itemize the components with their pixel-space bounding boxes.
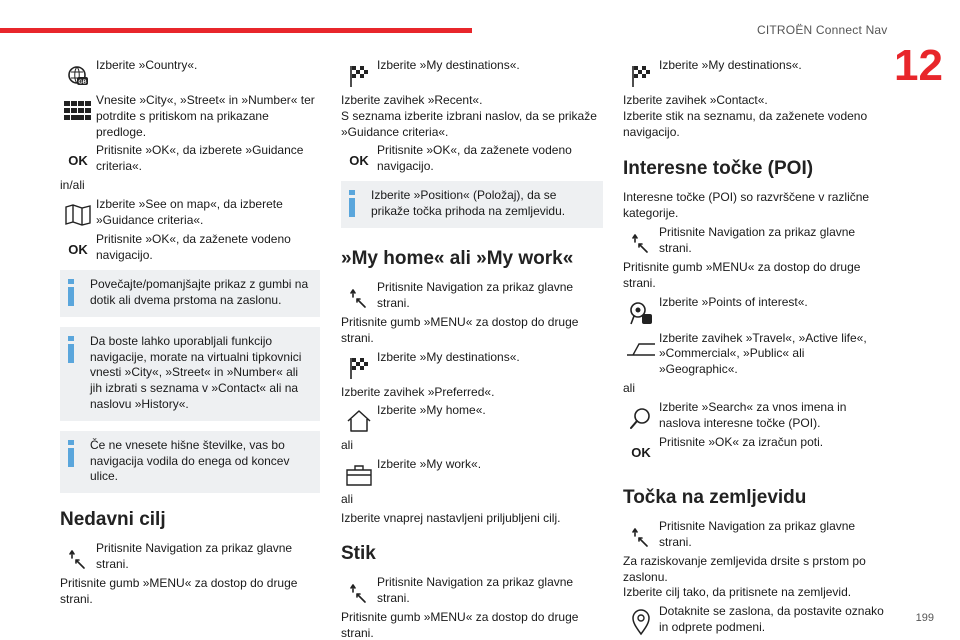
step-my-home	[341, 403, 603, 435]
recent-tab-text: Izberite zavihek »Recent«.	[341, 93, 483, 107]
search-icon	[623, 404, 659, 432]
info-note-position	[341, 181, 603, 228]
ok-icon: OK	[68, 153, 88, 169]
poi-heading: Interesne točke (POI)	[623, 158, 814, 180]
column-1	[60, 58, 320, 611]
svg-text:GB: GB	[78, 79, 87, 86]
menu-text: Pritisnite gumb »MENU« za dostop do druge strani.	[623, 259, 861, 290]
ok-start-text: Pritisnite »OK«, da zaženete vodeno navigacijo.	[377, 143, 572, 174]
contact-heading: Stik	[341, 542, 376, 564]
step-my-destinations	[623, 58, 885, 90]
ok-guidance-text: Pritisnite »OK«, da izberete »Guidance criteria«.	[96, 143, 304, 174]
step-nav-2	[341, 575, 603, 607]
step-nav	[341, 280, 603, 312]
map-pin-icon	[623, 608, 659, 636]
column-2	[341, 58, 603, 640]
tabs-icon	[623, 335, 659, 363]
ok-start-text: Pritisnite »OK«, da zaženete vodeno navigacijo.	[96, 232, 291, 262]
search-text: Izberite »Search« za vnos imena in naslova interesne točke (POI).	[659, 399, 847, 430]
my-destinations-text: Izberite »My destinations«.	[377, 349, 520, 364]
ok-icon: OK	[349, 153, 369, 169]
my-destinations-text: Izberite »My destinations«.	[377, 58, 520, 72]
city-street-text: Vnesite »City«, »Street« in »Number« ter potrdite s pritiskom na prikazane predloge.	[96, 93, 315, 139]
my-work-text: Izberite »My work«.	[377, 457, 482, 472]
page-number: 199	[915, 612, 934, 624]
briefcase-icon	[341, 461, 377, 489]
poi-select-text: Izberite »Points of interest«.	[659, 294, 808, 309]
step-ok-start	[60, 232, 320, 264]
navigation-arrow-icon	[623, 523, 659, 551]
explore-text: Za raziskovanje zemljevida drsite s prstom po zaslonu.	[623, 553, 866, 584]
poi-intro-text: Interesne točke (POI) so razvrščene v različne kategorije.	[623, 190, 870, 221]
checkered-flag-icon	[341, 62, 377, 90]
header-red-bar	[0, 28, 472, 33]
tap-map-text: Izberite cilj tako, da pritisnete na zemljevid.	[623, 585, 852, 600]
step-ok-calc	[623, 435, 885, 467]
step-nav-2	[623, 519, 885, 551]
nav-text: Pritisnite Navigation za prikaz glavne strani.	[659, 518, 856, 549]
ok-icon: OK	[68, 242, 88, 258]
step-country	[60, 58, 320, 90]
step-my-destinations-2	[341, 350, 603, 382]
nav-text: Pritisnite Navigation za prikaz glavne strani.	[377, 279, 574, 310]
info-note-keyboard	[60, 327, 320, 421]
or-text: ali	[623, 380, 636, 395]
navigation-arrow-icon	[623, 229, 659, 257]
menu-text: Pritisnite gumb »MENU« za dostop do druge strani.	[341, 314, 579, 345]
step-poi	[623, 295, 885, 327]
chapter-number: 12	[894, 41, 943, 90]
menu-text: Pritisnite gumb »MENU« za dostop do druge strani.	[60, 576, 298, 606]
step-search	[623, 400, 885, 432]
keyboard-icon	[60, 97, 96, 125]
step-my-destinations	[341, 58, 603, 90]
or-text: ali	[341, 492, 354, 507]
menu-text: Pritisnite gumb »MENU« za dostop do druge strani.	[341, 609, 579, 640]
poi-pin-icon	[623, 299, 659, 327]
nav-text: Pritisnite Navigation za prikaz glavne strani.	[659, 224, 856, 255]
checkered-flag-icon	[341, 354, 377, 382]
home-work-heading: »My home« ali »My work«	[341, 247, 574, 269]
column-3	[623, 58, 885, 639]
recent-list-text: S seznama izberite izbrani naslov, da se prikaže »Guidance criteria«.	[341, 108, 597, 139]
preset-text: Izberite vnaprej nastavljeni priljubljeni cilj.	[341, 510, 561, 525]
ok-icon: OK	[631, 444, 651, 460]
step-ok-guidance	[60, 143, 320, 175]
navigation-arrow-icon	[60, 545, 96, 573]
info-note-housenumber	[60, 431, 320, 493]
step-touch-pin	[623, 604, 885, 636]
step-ok-start	[341, 143, 603, 175]
my-destinations-text: Izberite »My destinations«.	[659, 58, 802, 72]
info-note-zoom	[60, 270, 320, 317]
checkered-flag-icon	[623, 62, 659, 90]
navigation-arrow-icon	[341, 284, 377, 312]
step-city	[60, 93, 320, 140]
contact-tab-text: Izberite zavihek »Contact«.	[623, 93, 768, 107]
info-icon	[68, 438, 74, 485]
navigation-arrow-icon	[341, 579, 377, 607]
note-keyboard-text: Da boste lahko uporabljali funkcijo navigacije, morate na virtualni tipkovnici vnesti »City«, »Street« in »Number« ali jih izbrati s seznama v »Contact« ali na naslovu »History«.	[90, 333, 302, 411]
recent-heading: Nedavni cilj	[60, 509, 166, 531]
info-icon	[68, 277, 74, 309]
nav-text: Pritisnite Navigation za prikaz glavne strani.	[377, 574, 574, 605]
map-heading: Točka na zemljevidu	[623, 486, 807, 508]
touch-pin-text: Dotaknite se zaslona, da postavite oznako in odprete podmeni.	[659, 604, 884, 634]
contact-list-text: Izberite stik na seznamu, da zaženete vodeno navigacijo.	[623, 108, 868, 139]
note-zoom-text: Povečajte/pomanjšajte prikaz z gumbi na dotik ali dvema prstoma na zaslonu.	[90, 277, 309, 307]
globe-gb-icon	[60, 62, 96, 90]
nav-text: Pritisnite Navigation za prikaz glavne strani.	[96, 541, 293, 571]
note-housenumber-text: Če ne vnesete hišne številke, vas bo navigacija vodila do enega od koncev ulice.	[90, 437, 290, 484]
map-icon	[60, 201, 96, 229]
or-text: ali	[341, 438, 354, 453]
in-or-text: in/ali	[60, 178, 85, 193]
travel-tabs-text: Izberite zavihek »Travel«, »Active life«, »Commercial«, »Public« ali »Geographic«.	[659, 330, 867, 377]
step-my-work	[341, 457, 603, 489]
see-on-map-text: Izberite »See on map«, da izberete »Guidance criteria«.	[96, 197, 283, 227]
brand-title: CITROËN Connect Nav	[757, 23, 888, 37]
step-nav	[60, 541, 320, 573]
step-see-on-map	[60, 197, 320, 229]
step-nav	[623, 225, 885, 257]
country-text: Izberite »Country«.	[96, 58, 198, 72]
my-home-text: Izberite »My home«.	[377, 403, 486, 418]
home-icon	[341, 407, 377, 435]
ok-calc-text: Pritisnite »OK« za izračun poti.	[659, 434, 824, 449]
info-icon	[349, 188, 355, 220]
preferred-tab-text: Izberite zavihek »Preferred«.	[341, 384, 495, 399]
step-travel	[623, 331, 885, 378]
info-icon	[68, 334, 74, 413]
note-position-text: Izberite »Position« (Položaj), da se prikaže točka prihoda na zemljevidu.	[371, 188, 566, 219]
